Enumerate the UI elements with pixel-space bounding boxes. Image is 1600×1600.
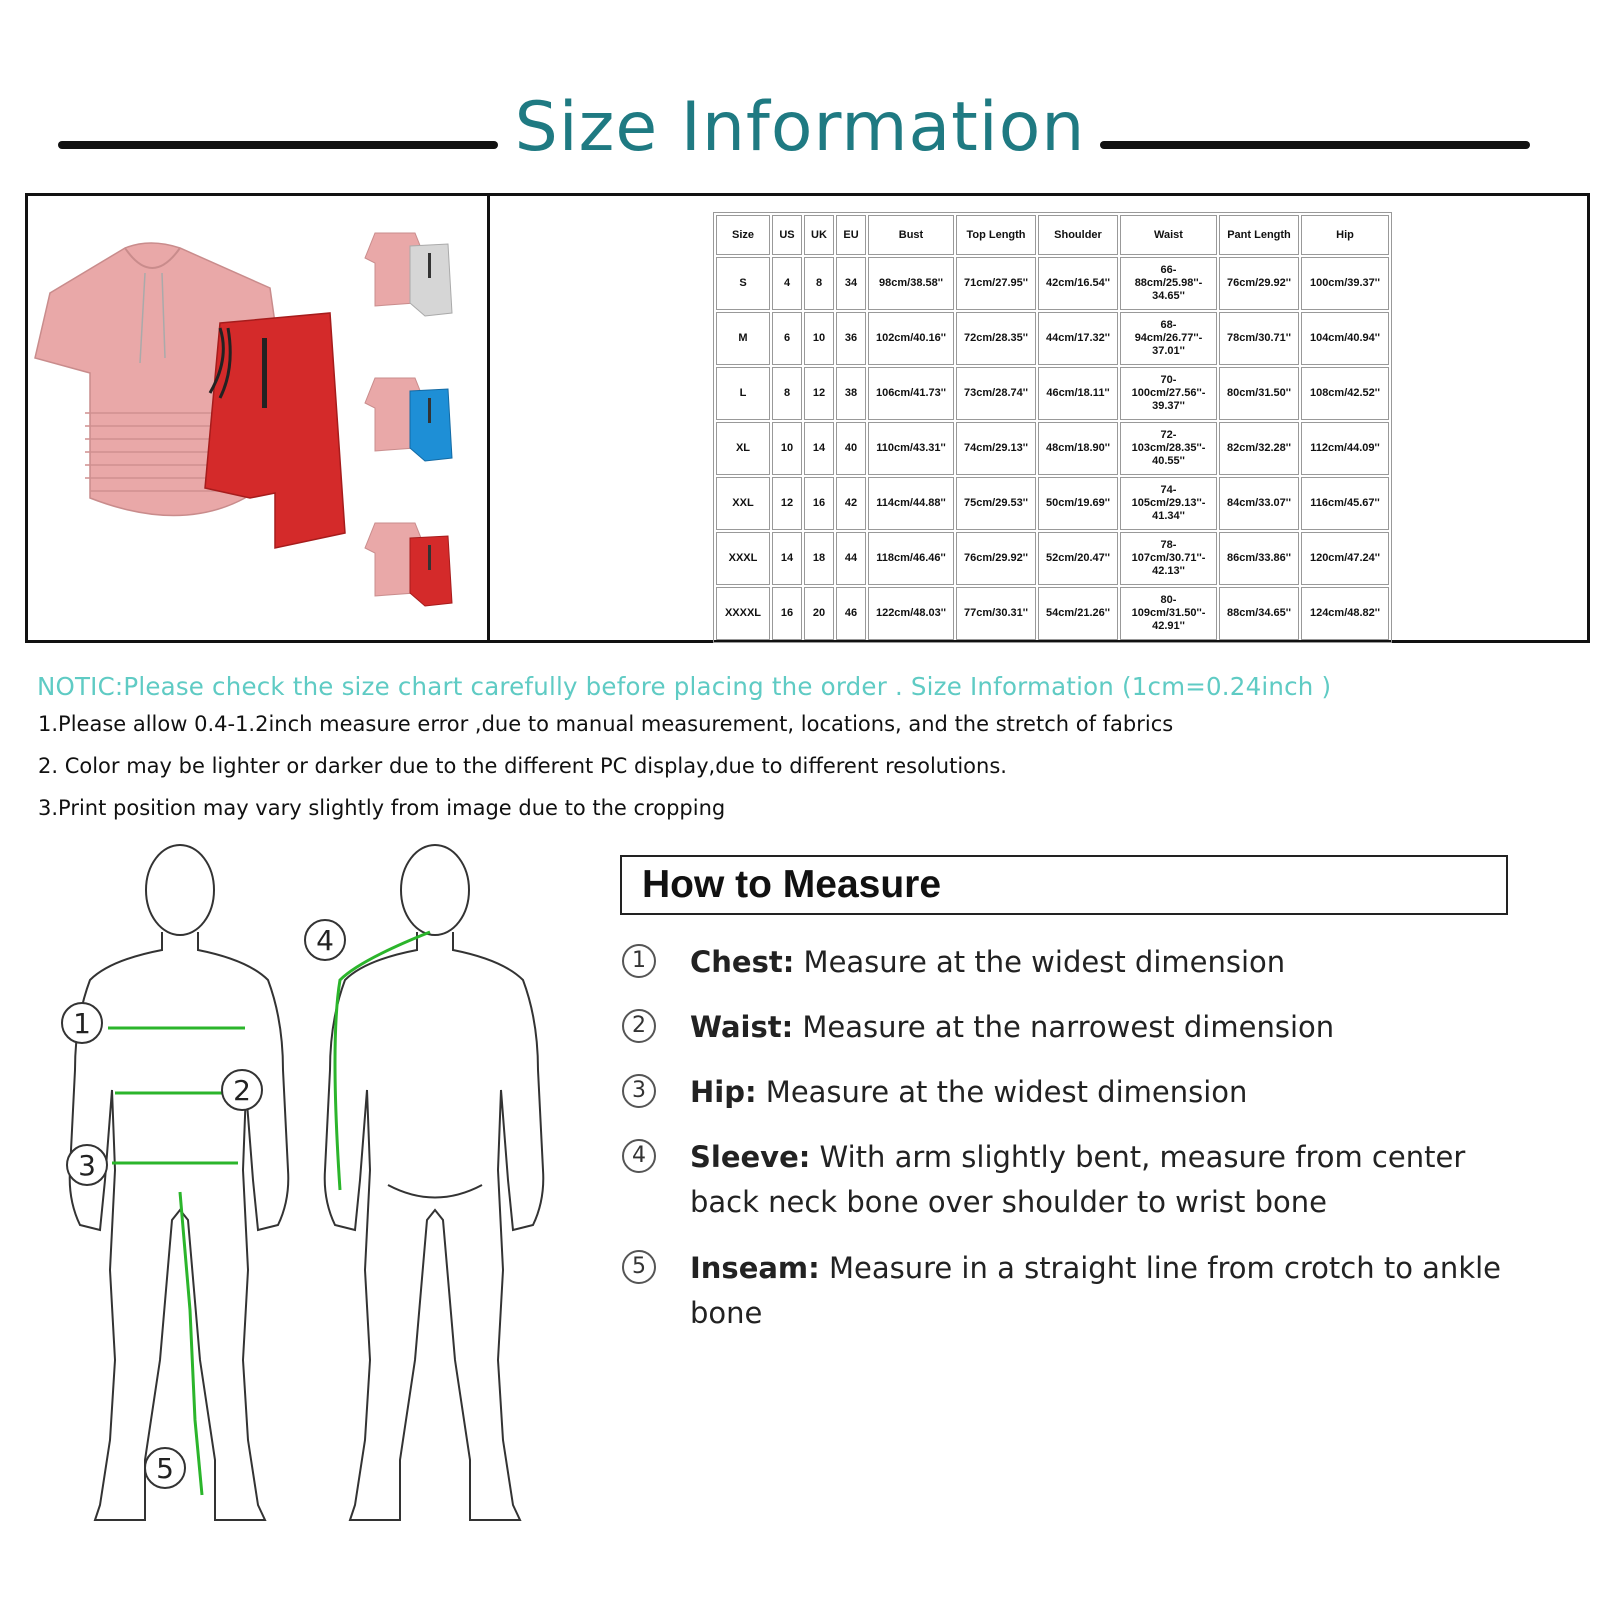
note-3: 3.Print position may vary slightly from image due to the cropping bbox=[38, 796, 726, 820]
sleeve-line bbox=[335, 932, 430, 1190]
table-row bbox=[716, 477, 1389, 530]
table-cell: 76cm/29.92'' bbox=[956, 532, 1036, 585]
measure-description: Measure at the widest dimension bbox=[756, 1075, 1248, 1109]
table-cell: 114cm/44.88'' bbox=[868, 477, 954, 530]
table-cell: 40 bbox=[836, 422, 866, 475]
table-cell: 86cm/33.86'' bbox=[1219, 532, 1299, 585]
table-cell: 75cm/29.53'' bbox=[956, 477, 1036, 530]
table-cell: 112cm/44.09'' bbox=[1301, 422, 1389, 475]
table-cell: 72- 103cm/28.35''- 40.55'' bbox=[1120, 422, 1217, 475]
note-2: 2. Color may be lighter or darker due to the different PC display,due to different resolutions. bbox=[38, 754, 1007, 778]
table-cell: 8 bbox=[804, 257, 834, 310]
measure-description: Measure at the narrowest dimension bbox=[793, 1010, 1335, 1044]
table-cell: 76cm/29.92'' bbox=[1219, 257, 1299, 310]
table-row bbox=[716, 532, 1389, 585]
title-rule-left bbox=[58, 141, 498, 149]
table-cell: 116cm/45.67'' bbox=[1301, 477, 1389, 530]
size-chart-table bbox=[713, 212, 1392, 643]
table-cell: 74- 105cm/29.13''- 41.34'' bbox=[1120, 477, 1217, 530]
table-cell: 77cm/30.31'' bbox=[956, 587, 1036, 640]
marker-5: 5 bbox=[156, 1452, 174, 1485]
number-badge: 5 bbox=[622, 1250, 656, 1284]
table-row bbox=[716, 367, 1389, 420]
number-badge: 2 bbox=[622, 1009, 656, 1043]
table-cell: 46 bbox=[836, 587, 866, 640]
table-cell: 14 bbox=[804, 422, 834, 475]
column-header: Size bbox=[716, 215, 770, 255]
table-cell: 68- 94cm/26.77''- 37.01'' bbox=[1120, 312, 1217, 365]
column-header: Pant Length bbox=[1219, 215, 1299, 255]
table-cell: 78cm/30.71'' bbox=[1219, 312, 1299, 365]
notice-text: NOTIC:Please check the size chart carefully before placing the order . Size Information (1cm=0.24inch ) bbox=[37, 672, 1332, 701]
column-header: Hip bbox=[1301, 215, 1389, 255]
frame-divider bbox=[487, 196, 490, 642]
table-cell: 12 bbox=[772, 477, 802, 530]
table-cell: 36 bbox=[836, 312, 866, 365]
table-cell: 10 bbox=[772, 422, 802, 475]
table-cell: 52cm/20.47'' bbox=[1038, 532, 1118, 585]
how-to-measure-title: How to Measure bbox=[642, 863, 942, 906]
table-cell: XL bbox=[716, 422, 770, 475]
measure-description: Measure in a straight line from crotch to ankle bone bbox=[690, 1251, 1502, 1330]
table-cell: XXXXL bbox=[716, 587, 770, 640]
measure-label: Waist: bbox=[690, 1010, 794, 1044]
column-header: Top Length bbox=[956, 215, 1036, 255]
table-cell: 88cm/34.65'' bbox=[1219, 587, 1299, 640]
marker-3: 3 bbox=[78, 1149, 96, 1182]
table-cell: 12 bbox=[804, 367, 834, 420]
table-row bbox=[716, 422, 1389, 475]
column-header: Bust bbox=[868, 215, 954, 255]
title-rule-right bbox=[1100, 141, 1530, 149]
note-1: 1.Please allow 0.4-1.2inch measure error ,due to manual measurement, locations, and the stretch of fabrics bbox=[38, 712, 1174, 736]
column-header: Waist bbox=[1120, 215, 1217, 255]
page-title: Size Information bbox=[514, 88, 1086, 167]
table-cell: M bbox=[716, 312, 770, 365]
column-header: Shoulder bbox=[1038, 215, 1118, 255]
table-cell: 110cm/43.31'' bbox=[868, 422, 954, 475]
table-cell: 20 bbox=[804, 587, 834, 640]
table-cell: 72cm/28.35'' bbox=[956, 312, 1036, 365]
table-cell: S bbox=[716, 257, 770, 310]
table-cell: 118cm/46.46'' bbox=[868, 532, 954, 585]
measurement-figures bbox=[40, 840, 600, 1580]
table-header-row bbox=[716, 215, 1389, 255]
measure-description: Measure at the widest dimension bbox=[794, 945, 1286, 979]
table-cell: 4 bbox=[772, 257, 802, 310]
table-cell: 124cm/48.82'' bbox=[1301, 587, 1389, 640]
main-shorts-image bbox=[205, 313, 345, 548]
table-cell: 108cm/42.52'' bbox=[1301, 367, 1389, 420]
thumbnail-red-shorts bbox=[365, 523, 452, 606]
measure-description: With arm slightly bent, measure from center back neck bone over shoulder to wrist bone bbox=[690, 1140, 1466, 1219]
measure-label: Chest: bbox=[690, 945, 795, 979]
table-cell: XXXL bbox=[716, 532, 770, 585]
table-cell: 50cm/19.69'' bbox=[1038, 477, 1118, 530]
measure-text bbox=[690, 1070, 1520, 1115]
column-header: UK bbox=[804, 215, 834, 255]
table-cell: 102cm/40.16'' bbox=[868, 312, 954, 365]
marker-4: 4 bbox=[316, 924, 334, 957]
table-cell: 14 bbox=[772, 532, 802, 585]
front-body-outline bbox=[70, 845, 289, 1520]
thumbnail-blue-shorts bbox=[365, 378, 452, 461]
table-cell: 16 bbox=[772, 587, 802, 640]
table-cell: 120cm/47.24'' bbox=[1301, 532, 1389, 585]
measure-label: Hip: bbox=[690, 1075, 757, 1109]
marker-2: 2 bbox=[233, 1074, 251, 1107]
number-badge: 3 bbox=[622, 1074, 656, 1108]
table-cell: 42 bbox=[836, 477, 866, 530]
table-cell: 34 bbox=[836, 257, 866, 310]
how-to-measure-box bbox=[620, 855, 1508, 915]
product-photos bbox=[30, 198, 485, 638]
table-cell: 122cm/48.03'' bbox=[868, 587, 954, 640]
table-cell: 73cm/28.74'' bbox=[956, 367, 1036, 420]
table-cell: 78- 107cm/30.71''- 42.13'' bbox=[1120, 532, 1217, 585]
table-cell: 44 bbox=[836, 532, 866, 585]
table-row bbox=[716, 257, 1389, 310]
marker-1: 1 bbox=[73, 1007, 91, 1040]
thumbnail-gray-shorts bbox=[365, 233, 452, 316]
measure-label: Inseam: bbox=[690, 1251, 820, 1285]
table-cell: L bbox=[716, 367, 770, 420]
back-body-outline bbox=[325, 845, 544, 1520]
measure-label: Sleeve: bbox=[690, 1140, 811, 1174]
table-cell: 80cm/31.50'' bbox=[1219, 367, 1299, 420]
table-cell: XXL bbox=[716, 477, 770, 530]
measure-text bbox=[690, 1135, 1520, 1225]
table-cell: 18 bbox=[804, 532, 834, 585]
table-cell: 100cm/39.37'' bbox=[1301, 257, 1389, 310]
measure-text bbox=[690, 940, 1520, 985]
table-cell: 70- 100cm/27.56''- 39.37'' bbox=[1120, 367, 1217, 420]
table-cell: 106cm/41.73'' bbox=[868, 367, 954, 420]
column-header: EU bbox=[836, 215, 866, 255]
table-cell: 44cm/17.32'' bbox=[1038, 312, 1118, 365]
table-cell: 8 bbox=[772, 367, 802, 420]
measure-text bbox=[690, 1005, 1520, 1050]
table-row bbox=[716, 312, 1389, 365]
table-cell: 84cm/33.07'' bbox=[1219, 477, 1299, 530]
table-cell: 42cm/16.54'' bbox=[1038, 257, 1118, 310]
table-cell: 16 bbox=[804, 477, 834, 530]
table-cell: 54cm/21.26'' bbox=[1038, 587, 1118, 640]
table-cell: 80- 109cm/31.50''- 42.91'' bbox=[1120, 587, 1217, 640]
table-cell: 74cm/29.13'' bbox=[956, 422, 1036, 475]
table-cell: 98cm/38.58'' bbox=[868, 257, 954, 310]
table-cell: 48cm/18.90'' bbox=[1038, 422, 1118, 475]
column-header: US bbox=[772, 215, 802, 255]
table-cell: 82cm/32.28'' bbox=[1219, 422, 1299, 475]
table-cell: 38 bbox=[836, 367, 866, 420]
number-badge: 1 bbox=[622, 944, 656, 978]
table-row bbox=[716, 587, 1389, 640]
table-cell: 66- 88cm/25.98''- 34.65'' bbox=[1120, 257, 1217, 310]
number-badge: 4 bbox=[622, 1139, 656, 1173]
measure-text bbox=[690, 1246, 1520, 1336]
table-cell: 104cm/40.94'' bbox=[1301, 312, 1389, 365]
table-cell: 46cm/18.11'' bbox=[1038, 367, 1118, 420]
table-cell: 6 bbox=[772, 312, 802, 365]
table-cell: 71cm/27.95'' bbox=[956, 257, 1036, 310]
table-cell: 10 bbox=[804, 312, 834, 365]
